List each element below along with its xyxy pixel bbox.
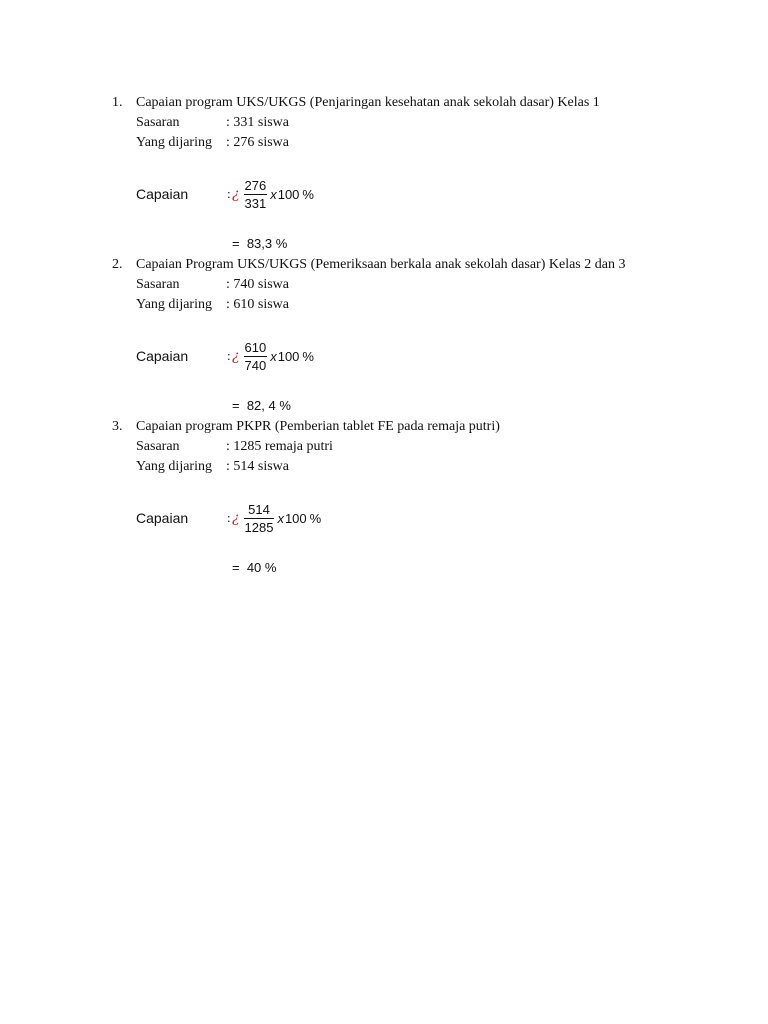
item-number: 1.	[112, 95, 123, 110]
sasaran-label: Sasaran	[136, 439, 180, 454]
fraction	[244, 178, 268, 211]
percent-sign: %	[309, 510, 322, 526]
dijaring-value: : 514 siswa	[226, 459, 289, 474]
capaian-colon: :	[227, 348, 231, 363]
capaian-result: = 83,3 %	[232, 236, 288, 251]
sasaran-row	[136, 276, 289, 294]
capaian-formula	[232, 336, 314, 376]
sasaran-value: : 740 siswa	[226, 277, 289, 292]
list-item-3	[0, 418, 768, 580]
sasaran-value: : 331 siswa	[226, 115, 289, 130]
dijaring-value: : 276 siswa	[226, 135, 289, 150]
capaian-formula	[232, 174, 314, 214]
sasaran-label: Sasaran	[136, 277, 180, 292]
percent-sign: %	[302, 348, 314, 364]
item-number: 3.	[112, 419, 123, 434]
multiply-sign: x	[270, 348, 277, 364]
formula-symbol: ¿	[232, 348, 240, 364]
formula-symbol: ¿	[232, 510, 240, 526]
fraction-denominator: 331	[244, 195, 267, 211]
formula-symbol: ¿	[232, 186, 240, 202]
item-title: Capaian program UKS/UKGS (Penjaringan kesehatan anak sekolah dasar) Kelas 1	[136, 95, 600, 110]
fraction	[244, 502, 275, 535]
hundred-value: 100	[277, 186, 300, 202]
capaian-result: = 40 %	[232, 560, 277, 575]
dijaring-row	[136, 458, 289, 476]
hundred-value: 100	[284, 510, 307, 526]
dijaring-label: Yang dijaring	[136, 459, 212, 474]
list-item-2	[0, 256, 768, 418]
dijaring-label: Yang dijaring	[136, 297, 212, 312]
capaian-result: = 82, 4 %	[232, 398, 291, 413]
multiply-sign: x	[270, 186, 277, 202]
fraction-numerator: 276	[244, 177, 267, 193]
dijaring-label: Yang dijaring	[136, 135, 212, 150]
fraction-numerator: 610	[244, 339, 267, 355]
sasaran-row	[136, 438, 333, 456]
item-number: 2.	[112, 257, 123, 272]
dijaring-row	[136, 134, 289, 152]
fraction-denominator: 1285	[244, 519, 274, 535]
capaian-label: Capaian	[136, 510, 189, 526]
item-title: Capaian Program UKS/UKGS (Pemeriksaan berkala anak sekolah dasar) Kelas 2 dan 3	[136, 257, 626, 272]
list-item-1	[0, 94, 768, 256]
capaian-label: Capaian	[136, 186, 189, 202]
sasaran-label: Sasaran	[136, 115, 180, 130]
hundred-value: 100	[277, 348, 300, 364]
fraction-denominator: 740	[244, 357, 267, 373]
dijaring-row	[136, 296, 289, 314]
capaian-colon: :	[227, 186, 231, 201]
multiply-sign: x	[277, 510, 284, 526]
fraction	[244, 340, 268, 373]
capaian-colon: :	[227, 510, 231, 525]
dijaring-value: : 610 siswa	[226, 297, 289, 312]
sasaran-value: : 1285 remaja putri	[226, 439, 333, 454]
sasaran-row	[136, 114, 289, 132]
capaian-formula	[232, 498, 321, 538]
capaian-label: Capaian	[136, 348, 189, 364]
percent-sign: %	[302, 186, 314, 202]
item-title: Capaian program PKPR (Pemberian tablet FE pada remaja putri)	[136, 419, 500, 434]
fraction-numerator: 514	[248, 501, 270, 517]
